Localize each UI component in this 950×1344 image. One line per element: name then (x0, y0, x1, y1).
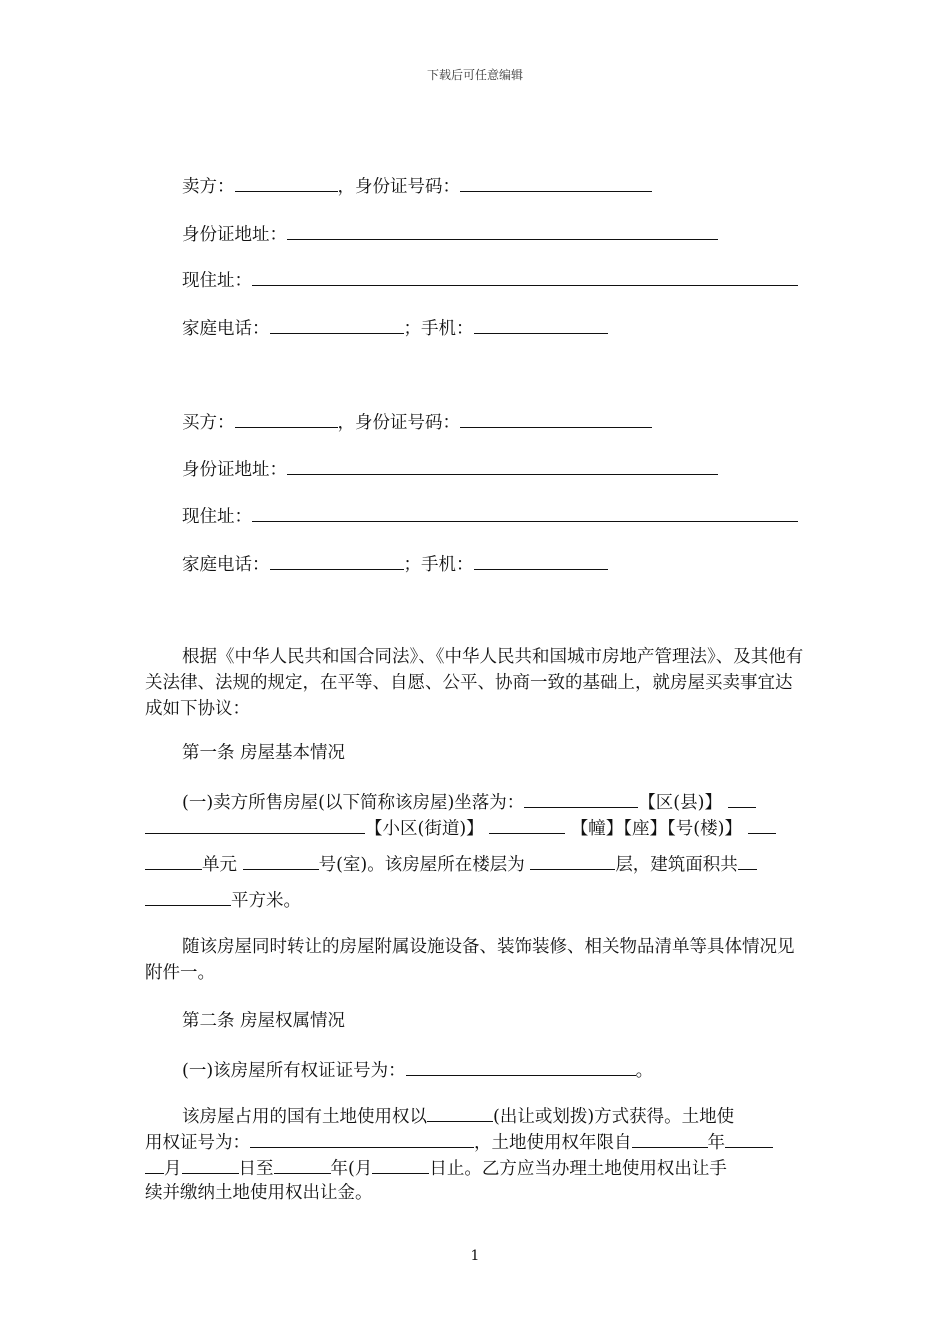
article-2-clause-1 (182, 1056, 653, 1084)
seller-id-address-line (182, 220, 718, 248)
month-label: 月 (164, 1159, 182, 1179)
seller-id-label: ，身份证号码： (337, 177, 460, 197)
seller-mobile-label: ；手机： (403, 319, 474, 339)
start-day-blank[interactable] (182, 1154, 239, 1174)
land-cert-label: 用权证号为： (145, 1133, 250, 1153)
article-1-clause-2: 随该房屋同时转让的房屋附属设施设备、装饰装修、相关物品清单等具体情况见附件一。 (145, 937, 795, 983)
seller-id-address-blank[interactable] (287, 220, 718, 240)
article-1-clause-1-line-3 (145, 850, 757, 878)
end-month-label: 年(月 (330, 1159, 373, 1179)
buyer-id-blank[interactable] (460, 408, 652, 428)
seller-current-address-label: 现住址： (182, 271, 252, 291)
seller-mobile-blank[interactable] (474, 314, 608, 334)
room-blank[interactable] (243, 850, 319, 870)
buyer-label: 买方： (182, 413, 235, 433)
seller-current-address-blank[interactable] (252, 266, 798, 286)
article-2-title: 第二条 房屋权属情况 (182, 1011, 346, 1031)
buyer-current-address-blank[interactable] (252, 502, 798, 522)
land-term-label: ，土地使用权年限自 (474, 1133, 632, 1153)
area-blank[interactable] (145, 886, 231, 906)
certificate-end: 。 (635, 1061, 654, 1081)
article-1-clause-1-line-2 (145, 814, 776, 842)
area-blank-start[interactable] (738, 850, 757, 870)
end-year-blank[interactable] (274, 1154, 331, 1174)
unit-label: 单元 (202, 855, 237, 875)
year-label: 年 (707, 1133, 725, 1153)
seller-label: 卖方： (182, 177, 235, 197)
article-2-clause-2-line-1 (182, 1102, 734, 1130)
start-month-blank[interactable] (145, 1154, 164, 1174)
start-year-blank[interactable] (632, 1128, 708, 1148)
buyer-name-blank[interactable] (235, 408, 338, 428)
street-label: 【小区(街道)】 (365, 819, 484, 839)
buyer-id-address-blank[interactable] (287, 455, 718, 475)
seller-name-blank[interactable] (235, 172, 338, 192)
district-label: 【区(县)】 (638, 793, 722, 813)
buyer-current-address-label: 现住址： (182, 507, 252, 527)
buyer-phone-line (182, 550, 608, 578)
room-label: 号(室)。该房屋所在楼层为 (318, 855, 525, 875)
certificate-blank[interactable] (406, 1056, 636, 1076)
buyer-mobile-label: ；手机： (403, 555, 474, 575)
article-1-clause-1-line-1 (182, 788, 756, 816)
land-cert-blank[interactable] (250, 1128, 474, 1148)
buyer-line (182, 408, 652, 436)
article-1-title: 第一条 房屋基本情况 (182, 743, 346, 763)
intro-paragraph: 根据《中华人民共和国合同法》、《中华人民共和国城市房地产管理法》、及其他有关法律、法规的规定，在平等、自愿、公平、协商一致的基础上，就房屋买卖事宜达成如下协议： (145, 647, 804, 719)
buyer-id-label: ，身份证号码： (337, 413, 460, 433)
article-2-clause-2-line-3 (145, 1154, 727, 1182)
buyer-current-address-line (182, 502, 798, 530)
seller-phone-label: 家庭电话： (182, 319, 270, 339)
seller-current-address-line (182, 266, 798, 294)
page-header: 下载后可任意编辑 (426, 68, 523, 82)
article-2-clause-2-line-4: 续并缴纳土地使用权出让金。 (145, 1183, 373, 1203)
buyer-id-address-line (182, 455, 718, 483)
end-label: 日止。乙方应当办理土地使用权出让手 (429, 1159, 727, 1179)
day-to-label: 日至 (238, 1159, 274, 1179)
building-blank[interactable] (489, 814, 565, 834)
floor-blank[interactable] (530, 850, 615, 870)
end-day-blank[interactable] (372, 1154, 429, 1174)
buyer-mobile-blank[interactable] (474, 550, 608, 570)
land-use-label: 该房屋占用的国有土地使用权以 (182, 1107, 427, 1127)
building-label: 【幢】【座】【号(楼)】 (570, 819, 742, 839)
article-2-clause-2-line-2 (145, 1128, 773, 1156)
seller-line (182, 172, 652, 200)
buyer-phone-blank[interactable] (270, 550, 404, 570)
unit-blank-start[interactable] (748, 814, 776, 834)
seller-id-blank[interactable] (460, 172, 652, 192)
location-label: (一)卖方所售房屋(以下简称该房屋)坐落为： (182, 793, 525, 813)
street-blank[interactable] (145, 814, 365, 834)
buyer-phone-label: 家庭电话： (182, 555, 270, 575)
land-method-label: (出让或划拨)方式获得。土地使 (493, 1107, 735, 1127)
seller-phone-line (182, 314, 608, 342)
unit-blank[interactable] (145, 850, 202, 870)
certificate-label: (一)该房屋所有权证证号为： (182, 1061, 406, 1081)
street-blank-start[interactable] (728, 788, 756, 808)
floor-label: 层，建筑面积共 (615, 855, 738, 875)
area-label: 平方米。 (231, 891, 301, 911)
land-method-blank[interactable] (427, 1102, 493, 1122)
start-month-blank-start[interactable] (725, 1128, 773, 1148)
page-number: 1 (470, 1248, 480, 1264)
seller-id-address-label: 身份证地址： (182, 225, 287, 245)
district-blank[interactable] (524, 788, 638, 808)
seller-phone-blank[interactable] (270, 314, 404, 334)
article-1-clause-1-line-4 (145, 886, 301, 914)
buyer-id-address-label: 身份证地址： (182, 460, 287, 480)
